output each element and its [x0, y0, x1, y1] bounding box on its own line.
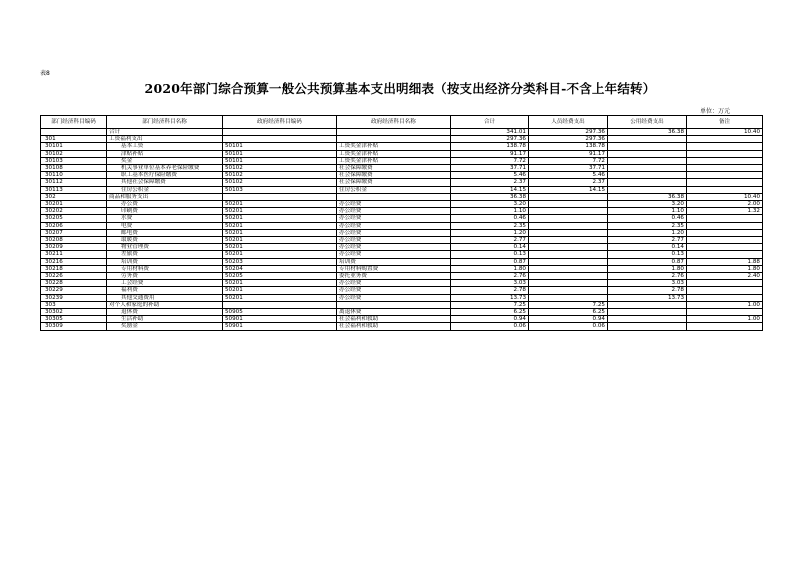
cell-dept-code: 302 [41, 193, 107, 200]
cell-gov-code [223, 193, 337, 200]
cell-dept-name: 奖励金 [107, 323, 223, 330]
cell-gov-name: 办公经费 [337, 208, 451, 215]
cell-public: 1.80 [608, 265, 687, 272]
cell-dept-code: 30103 [41, 157, 107, 164]
cell-dept-code: 30110 [41, 172, 107, 179]
cell-dept-code: 30305 [41, 316, 107, 323]
cell-total: 3.03 [451, 280, 529, 287]
header-gov-code: 政府经济科目编码 [223, 116, 337, 129]
cell-gov-name: 住房公积金 [337, 186, 451, 193]
cell-gov-name: 社会保障缴费 [337, 172, 451, 179]
cell-total: 1.10 [451, 208, 529, 215]
cell-gov-code [223, 301, 337, 308]
table-row [41, 172, 763, 179]
cell-public [608, 301, 687, 308]
cell-note: 1.80 [687, 265, 763, 272]
cell-total: 5.46 [451, 172, 529, 179]
table-row [41, 244, 763, 251]
cell-note [687, 165, 763, 172]
cell-public: 2.35 [608, 222, 687, 229]
table-row [41, 301, 763, 308]
cell-public [608, 143, 687, 150]
cell-dept-code: 30229 [41, 287, 107, 294]
cell-dept-code: 30202 [41, 208, 107, 215]
cell-dept-name: 培训费 [107, 258, 223, 265]
cell-dept-code: 30201 [41, 201, 107, 208]
cell-gov-code: 50901 [223, 323, 337, 330]
cell-note [687, 237, 763, 244]
cell-dept-name: 电费 [107, 222, 223, 229]
cell-dept-code: 30309 [41, 323, 107, 330]
cell-gov-name: 工资奖金津补贴 [337, 143, 451, 150]
cell-total: 7.72 [451, 157, 529, 164]
cell-gov-code: 50201 [223, 251, 337, 258]
cell-total: 37.71 [451, 165, 529, 172]
cell-gov-code: 50901 [223, 316, 337, 323]
cell-gov-name [337, 136, 451, 143]
cell-personnel: 5.46 [529, 172, 608, 179]
cell-gov-name: 办公经费 [337, 287, 451, 294]
cell-gov-name: 社会福利和救助 [337, 323, 451, 330]
cell-dept-name: 基本工资 [107, 143, 223, 150]
cell-public: 36.38 [608, 193, 687, 200]
cell-personnel [529, 258, 608, 265]
cell-note: 1.88 [687, 258, 763, 265]
cell-gov-name: 办公经费 [337, 251, 451, 258]
cell-personnel [529, 222, 608, 229]
cell-gov-name: 社会保障缴费 [337, 165, 451, 172]
cell-public [608, 165, 687, 172]
cell-gov-name: 办公经费 [337, 222, 451, 229]
cell-dept-code: 30102 [41, 150, 107, 157]
cell-dept-name: 福利费 [107, 287, 223, 294]
cell-total: 2.35 [451, 222, 529, 229]
cell-gov-code [223, 129, 337, 136]
cell-gov-code: 50201 [223, 280, 337, 287]
cell-gov-code [223, 136, 337, 143]
cell-dept-code: 30218 [41, 265, 107, 272]
cell-dept-code: 303 [41, 301, 107, 308]
unit-label: 单位：万元 [700, 108, 731, 115]
cell-gov-name: 社会保障缴费 [337, 179, 451, 186]
cell-note: 1.32 [687, 208, 763, 215]
table-body [41, 129, 763, 331]
cell-gov-code: 50201 [223, 237, 337, 244]
header-dept-name: 部门经济科目名称 [107, 116, 223, 129]
cell-personnel: 297.36 [529, 136, 608, 143]
page-title: 2020年部门综合预算一般公共预算基本支出明细表（按支出经济分类科目-不含上年结转） [144, 81, 656, 96]
header-dept-code: 部门经济科目编码 [41, 116, 107, 129]
cell-dept-name: 职工基本医疗保险缴费 [107, 172, 223, 179]
table-row [41, 273, 763, 280]
cell-public: 36.38 [608, 129, 687, 136]
cell-personnel [529, 265, 608, 272]
cell-public: 1.10 [608, 208, 687, 215]
cell-total: 2.77 [451, 237, 529, 244]
cell-dept-code: 301 [41, 136, 107, 143]
table-row [41, 201, 763, 208]
cell-public: 0.87 [608, 258, 687, 265]
cell-note [687, 172, 763, 179]
cell-note [687, 215, 763, 222]
table-row [41, 129, 763, 136]
cell-total: 3.20 [451, 201, 529, 208]
cell-public: 0.13 [608, 251, 687, 258]
cell-total: 2.76 [451, 273, 529, 280]
cell-gov-name: 办公经费 [337, 215, 451, 222]
cell-note [687, 222, 763, 229]
cell-total: 14.15 [451, 186, 529, 193]
cell-total: 13.73 [451, 294, 529, 301]
cell-note [687, 280, 763, 287]
cell-gov-code: 50201 [223, 222, 337, 229]
cell-dept-code [41, 129, 107, 136]
cell-personnel: 0.06 [529, 323, 608, 330]
cell-total: 0.46 [451, 215, 529, 222]
cell-dept-code: 30226 [41, 273, 107, 280]
header-note: 备注 [687, 116, 763, 129]
cell-gov-name [337, 193, 451, 200]
cell-public: 2.76 [608, 273, 687, 280]
cell-dept-name: 合计 [107, 129, 223, 136]
cell-gov-name: 工资奖金津补贴 [337, 150, 451, 157]
cell-gov-name: 办公经费 [337, 237, 451, 244]
cell-note [687, 251, 763, 258]
cell-public [608, 323, 687, 330]
cell-note [687, 179, 763, 186]
cell-total: 341.01 [451, 129, 529, 136]
cell-total: 91.17 [451, 150, 529, 157]
cell-dept-code: 30228 [41, 280, 107, 287]
cell-personnel: 91.17 [529, 150, 608, 157]
cell-dept-code: 30216 [41, 258, 107, 265]
cell-dept-name: 对个人和家庭的补助 [107, 301, 223, 308]
cell-gov-name: 办公经费 [337, 229, 451, 236]
cell-gov-name [337, 301, 451, 308]
cell-total: 6.25 [451, 309, 529, 316]
cell-dept-name: 津贴补贴 [107, 150, 223, 157]
cell-public: 1.20 [608, 229, 687, 236]
cell-personnel [529, 201, 608, 208]
cell-dept-name: 机关事业单位基本养老保险缴费 [107, 165, 223, 172]
header-public: 公用经费支出 [608, 116, 687, 129]
cell-total: 0.13 [451, 251, 529, 258]
cell-public: 0.46 [608, 215, 687, 222]
cell-note [687, 157, 763, 164]
cell-dept-code: 30206 [41, 222, 107, 229]
cell-gov-code: 50102 [223, 165, 337, 172]
cell-personnel: 7.72 [529, 157, 608, 164]
cell-gov-code: 50201 [223, 294, 337, 301]
cell-public [608, 186, 687, 193]
cell-public: 0.14 [608, 244, 687, 251]
cell-total: 1.80 [451, 265, 529, 272]
cell-gov-name: 办公经费 [337, 294, 451, 301]
cell-gov-name: 办公经费 [337, 244, 451, 251]
cell-gov-code: 50101 [223, 150, 337, 157]
cell-gov-name: 专用材料购置费 [337, 265, 451, 272]
cell-gov-code: 50101 [223, 157, 337, 164]
cell-dept-name: 其他交通费用 [107, 294, 223, 301]
cell-public: 2.77 [608, 237, 687, 244]
cell-dept-name: 工会经费 [107, 280, 223, 287]
cell-dept-code: 30239 [41, 294, 107, 301]
table-row [41, 294, 763, 301]
header-personnel: 人员经费支出 [529, 116, 608, 129]
cell-note [687, 229, 763, 236]
cell-dept-name: 专用材料费 [107, 265, 223, 272]
cell-public: 13.73 [608, 294, 687, 301]
cell-note [687, 150, 763, 157]
cell-dept-name: 生活补助 [107, 316, 223, 323]
table-row [41, 280, 763, 287]
cell-gov-code: 50201 [223, 244, 337, 251]
cell-dept-code: 30101 [41, 143, 107, 150]
cell-personnel: 297.36 [529, 129, 608, 136]
table-row [41, 323, 763, 330]
cell-gov-code: 50102 [223, 172, 337, 179]
cell-total: 297.36 [451, 136, 529, 143]
cell-note: 10.40 [687, 129, 763, 136]
cell-public [608, 172, 687, 179]
cell-dept-name: 印刷费 [107, 208, 223, 215]
header-total: 合计 [451, 116, 529, 129]
cell-dept-code: 30207 [41, 229, 107, 236]
cell-gov-code: 50203 [223, 258, 337, 265]
cell-note [687, 136, 763, 143]
table-row [41, 265, 763, 272]
cell-note: 2.00 [687, 201, 763, 208]
cell-dept-name: 其他社会保障缴费 [107, 179, 223, 186]
cell-personnel [529, 294, 608, 301]
cell-total: 2.78 [451, 287, 529, 294]
cell-gov-code: 50101 [223, 143, 337, 150]
cell-dept-name: 工资福利支出 [107, 136, 223, 143]
cell-personnel [529, 273, 608, 280]
cell-gov-name [337, 129, 451, 136]
table-row [41, 229, 763, 236]
cell-gov-code: 50201 [223, 201, 337, 208]
cell-public [608, 309, 687, 316]
cell-public [608, 316, 687, 323]
cell-gov-code: 50205 [223, 273, 337, 280]
cell-public [608, 136, 687, 143]
cell-note [687, 143, 763, 150]
table-row [41, 150, 763, 157]
cell-personnel: 2.37 [529, 179, 608, 186]
table-row [41, 157, 763, 164]
cell-dept-name: 水费 [107, 215, 223, 222]
table-row [41, 251, 763, 258]
table-row [41, 186, 763, 193]
cell-dept-name: 住房公积金 [107, 186, 223, 193]
cell-dept-name: 邮电费 [107, 229, 223, 236]
table-number-label: 表8 [40, 70, 50, 77]
cell-dept-name: 商品和服务支出 [107, 193, 223, 200]
cell-total: 7.25 [451, 301, 529, 308]
cell-note [687, 309, 763, 316]
cell-total: 2.37 [451, 179, 529, 186]
cell-gov-name: 培训费 [337, 258, 451, 265]
cell-gov-name: 办公经费 [337, 201, 451, 208]
table-row [41, 316, 763, 323]
cell-total: 0.14 [451, 244, 529, 251]
cell-personnel [529, 229, 608, 236]
cell-personnel: 6.25 [529, 309, 608, 316]
cell-personnel [529, 193, 608, 200]
cell-personnel [529, 208, 608, 215]
cell-dept-name: 取暖费 [107, 237, 223, 244]
cell-dept-code: 30302 [41, 309, 107, 316]
table-row [41, 165, 763, 172]
table-row [41, 143, 763, 150]
cell-public: 3.03 [608, 280, 687, 287]
table-row [41, 208, 763, 215]
cell-dept-name: 退休费 [107, 309, 223, 316]
cell-gov-code: 50201 [223, 215, 337, 222]
cell-gov-code: 50201 [223, 208, 337, 215]
table-row [41, 222, 763, 229]
cell-gov-code: 50103 [223, 186, 337, 193]
cell-dept-code: 30113 [41, 186, 107, 193]
cell-public [608, 157, 687, 164]
cell-gov-code: 50905 [223, 309, 337, 316]
cell-total: 0.94 [451, 316, 529, 323]
cell-dept-name: 奖金 [107, 157, 223, 164]
cell-personnel [529, 251, 608, 258]
table-row [41, 215, 763, 222]
cell-public [608, 179, 687, 186]
cell-gov-code: 50201 [223, 287, 337, 294]
table-row [41, 193, 763, 200]
table-row [41, 309, 763, 316]
cell-dept-code: 30208 [41, 237, 107, 244]
cell-total: 138.78 [451, 143, 529, 150]
cell-personnel: 138.78 [529, 143, 608, 150]
cell-gov-code: 50201 [223, 229, 337, 236]
cell-public: 2.78 [608, 287, 687, 294]
cell-dept-name: 物业管理费 [107, 244, 223, 251]
cell-gov-name: 离退休费 [337, 309, 451, 316]
cell-note: 2.40 [687, 273, 763, 280]
table-row [41, 287, 763, 294]
cell-dept-code: 30209 [41, 244, 107, 251]
cell-note: 10.40 [687, 193, 763, 200]
table-row [41, 258, 763, 265]
cell-personnel: 14.15 [529, 186, 608, 193]
cell-gov-name: 委托业务费 [337, 273, 451, 280]
cell-public: 3.20 [608, 201, 687, 208]
cell-gov-name: 工资奖金津补贴 [337, 157, 451, 164]
cell-personnel [529, 215, 608, 222]
cell-gov-name: 社会福利和救助 [337, 316, 451, 323]
cell-total: 1.20 [451, 229, 529, 236]
table-header-row [41, 116, 763, 129]
cell-note [687, 244, 763, 251]
cell-note: 1.00 [687, 316, 763, 323]
cell-total: 36.38 [451, 193, 529, 200]
cell-dept-code: 30112 [41, 179, 107, 186]
cell-note [687, 294, 763, 301]
table-row [41, 136, 763, 143]
cell-gov-code: 50204 [223, 265, 337, 272]
cell-note [687, 287, 763, 294]
cell-note [687, 323, 763, 330]
cell-personnel [529, 237, 608, 244]
cell-dept-code: 30205 [41, 215, 107, 222]
table-row [41, 237, 763, 244]
cell-dept-name: 劳务费 [107, 273, 223, 280]
cell-gov-code: 50102 [223, 179, 337, 186]
header-gov-name: 政府经济科目名称 [337, 116, 451, 129]
cell-note: 1.00 [687, 301, 763, 308]
cell-dept-name: 差旅费 [107, 251, 223, 258]
cell-total: 0.06 [451, 323, 529, 330]
cell-note [687, 186, 763, 193]
cell-public [608, 150, 687, 157]
cell-personnel [529, 244, 608, 251]
cell-dept-code: 30211 [41, 251, 107, 258]
cell-personnel: 7.25 [529, 301, 608, 308]
cell-personnel [529, 280, 608, 287]
cell-personnel [529, 287, 608, 294]
cell-dept-code: 30108 [41, 165, 107, 172]
cell-gov-name: 办公经费 [337, 280, 451, 287]
cell-personnel: 0.94 [529, 316, 608, 323]
table-row [41, 179, 763, 186]
cell-personnel: 37.71 [529, 165, 608, 172]
cell-dept-name: 办公费 [107, 201, 223, 208]
budget-table [40, 115, 763, 331]
cell-total: 0.87 [451, 258, 529, 265]
